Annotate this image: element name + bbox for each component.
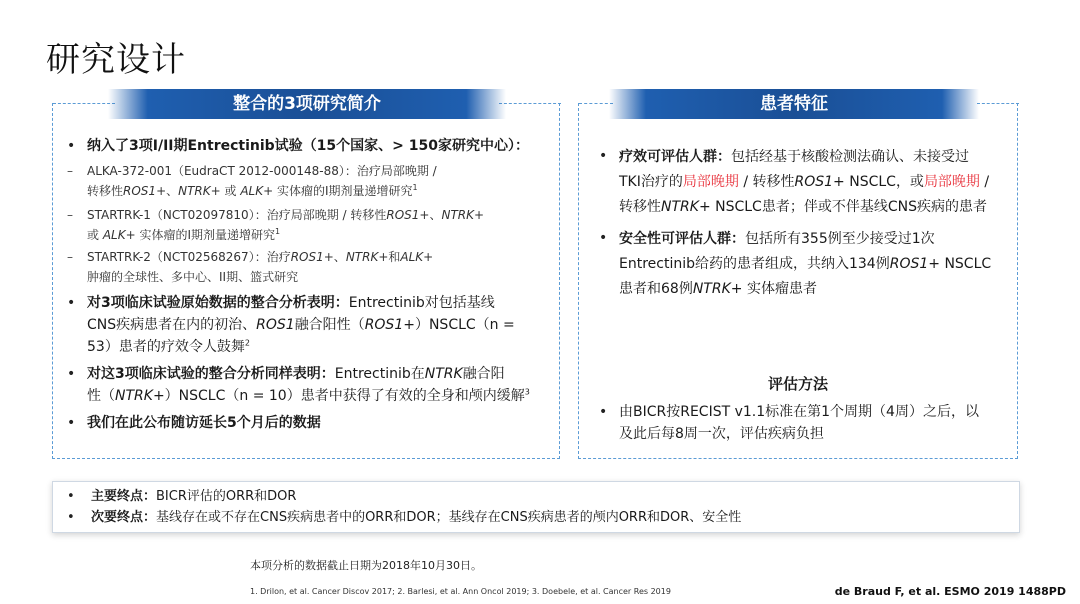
- safety-population-text: + 实体瘤患者: [730, 281, 817, 297]
- efficacy-population-text: + NSCLC，或: [833, 174, 924, 190]
- ros1-term: ROS1: [256, 317, 295, 333]
- ros1-analysis-text: CNS疾病患者在内的初治、: [87, 317, 257, 333]
- trials-included-text: 纳入了3项I/II期Entrectinib试验（15个国家、> 150家研究中心）：: [87, 138, 529, 154]
- ntrk-term: NTRK: [424, 366, 463, 382]
- ros1-term: ROS1: [290, 250, 324, 264]
- references: 1. Drilon, et al. Cancer Discov 2017; 2. Barlesi, et al. Ann Oncol 2019; 3. Doebele, et al. Cancer Res 2019: [250, 587, 671, 596]
- dash-marker: –: [67, 164, 73, 178]
- efficacy-population-text: 转移性: [619, 199, 661, 215]
- bullet-marker: •: [67, 366, 76, 382]
- bullet-marker: •: [67, 489, 75, 504]
- efficacy-population-text: TKI治疗的: [619, 174, 683, 190]
- bullet-ros1-analysis: [67, 292, 557, 358]
- ntrk-term: NTRK: [115, 388, 153, 404]
- patient-characteristics-header: 患者特征: [609, 89, 979, 119]
- ntrk-term: NTRK: [441, 208, 474, 222]
- ntrk-term: NTRK: [345, 250, 379, 264]
- ros1-term: ROS1: [794, 174, 834, 190]
- bullet-followup: [67, 412, 557, 434]
- startrk2-text: +和: [378, 250, 401, 264]
- startrk2-text: STARTRK-2（NCT02568267）：治疗: [87, 250, 291, 264]
- secondary-endpoint-text: 基线存在或不存在CNS疾病患者中的ORR和DOR；基线存在CNS疾病患者的颅内ORR和DOR、安全性: [156, 510, 742, 525]
- bullet-marker: •: [599, 148, 608, 164]
- ros1-analysis-text: 融合阳性（: [294, 317, 365, 333]
- ros1-term: ROS1: [123, 184, 157, 198]
- bullet-safety-population: [599, 227, 1015, 302]
- secondary-endpoint-row: [67, 507, 1005, 528]
- bullet-evaluation-method: [599, 401, 1015, 445]
- efficacy-population-text: 包括经基于核酸检测法确认、未接受过: [731, 149, 969, 165]
- ros1-analysis-text: Entrectinib对包括基线: [348, 295, 495, 311]
- efficacy-population-text: /: [979, 174, 990, 190]
- ros1-term: ROS1: [386, 208, 420, 222]
- primary-endpoint-label: 主要终点：: [91, 489, 157, 504]
- study-overview-header: 整合的3项研究简介: [108, 89, 506, 119]
- safety-population-text: Entrectinib给药的患者组成，共纳入134例: [619, 256, 890, 272]
- ros1-term: ROS1: [889, 256, 929, 272]
- followup-text: 我们在此公布随访延长5个月后的数据: [87, 415, 321, 431]
- startrk2-text: +、: [323, 250, 346, 264]
- primary-endpoint-row: [67, 486, 1005, 507]
- efficacy-population-text: + NSCLC患者；伴或不伴基线CNS疾病的患者: [698, 199, 987, 215]
- bullet-trials-included: [67, 135, 557, 157]
- sub-item-startrk1: [67, 205, 557, 245]
- data-cutoff-note: 本项分析的数据截止日期为2018年10月30日。: [250, 559, 482, 572]
- ntrk-analysis-text: 融合阳: [462, 366, 505, 382]
- ntrk-term: NTRK: [178, 184, 211, 198]
- startrk1-text: 或: [87, 228, 103, 242]
- ntrk-analysis-lead: 对这3项临床试验的整合分析同样表明：: [87, 366, 335, 382]
- startrk1-text: +: [474, 208, 485, 222]
- dash-marker: –: [67, 250, 73, 264]
- ntrk-term: NTRK: [661, 199, 699, 215]
- ntrk-analysis-text: +）NSCLC（n = 10）患者中获得了有效的全身和颅内缓解: [152, 388, 525, 404]
- bullet-marker: •: [67, 138, 76, 154]
- alka-text: +、: [156, 184, 179, 198]
- efficacy-population-lead: 疗效可评估人群：: [619, 149, 731, 165]
- slide-title: 研究设计: [46, 40, 186, 80]
- alka-text: 转移性: [87, 184, 124, 198]
- patient-characteristics-panel: [578, 94, 1018, 459]
- primary-endpoint-text: BICR评估的ORR和DOR: [156, 489, 297, 504]
- startrk2-text: +: [423, 250, 434, 264]
- highlight-locally-advanced: 局部晚期: [682, 174, 739, 190]
- ref-sup: 1: [412, 183, 418, 192]
- startrk2-line2: 肿瘤的全球性、多中心、II期、篮式研究: [87, 270, 299, 284]
- ref-sup: 1: [275, 227, 281, 236]
- safety-population-text: 包括所有355例至少接受过1次: [745, 231, 935, 247]
- ros1-analysis-lead: 对3项临床试验原始数据的整合分析表明：: [87, 295, 349, 311]
- ros1-analysis-text: 53）患者的疗效令人鼓舞: [87, 339, 245, 355]
- bullet-marker: •: [599, 230, 608, 246]
- alk-term: ALK: [400, 250, 424, 264]
- bullet-marker: •: [599, 404, 608, 420]
- ntrk-term: NTRK: [692, 281, 731, 297]
- evaluation-method-text: 及此后每8周一次，评估疾病负担: [619, 426, 824, 442]
- efficacy-population-text: / 转移性: [738, 174, 795, 190]
- alk-term: ALK: [240, 184, 264, 198]
- startrk1-text: +、: [419, 208, 442, 222]
- evaluation-method-title: 评估方法: [767, 375, 828, 393]
- sub-item-alka: [67, 161, 557, 201]
- alka-text: + 或: [210, 184, 241, 198]
- bullet-marker: •: [67, 510, 75, 525]
- startrk1-text: STARTRK-1（NCT02097810）：治疗局部晚期 / 转移性: [87, 208, 387, 222]
- study-overview-panel: [52, 94, 560, 459]
- bullet-ntrk-analysis: [67, 363, 557, 407]
- ros1-analysis-text: +）NSCLC（n =: [403, 317, 515, 333]
- startrk1-text: + 实体瘤的I期剂量递增研究: [125, 228, 276, 242]
- alka-line1: ALKA-372-001（EudraCT 2012-000148-88）：治疗局部晚期 /: [87, 164, 437, 178]
- dash-marker: –: [67, 208, 73, 222]
- sub-item-startrk2: [67, 247, 557, 287]
- ntrk-analysis-text: 性（: [87, 388, 115, 404]
- alka-text: + 实体瘤的I期剂量递增研究: [263, 184, 413, 198]
- evaluation-method-text: 由BICR按RECIST v1.1标准在第1个周期（4周）之后，以: [619, 404, 979, 420]
- endpoints-box: [52, 481, 1020, 533]
- safety-population-text: 患者和68例: [619, 281, 693, 297]
- highlight-locally-advanced: 局部晚期: [923, 174, 980, 190]
- safety-population-lead: 安全性可评估人群：: [619, 231, 745, 247]
- ref-sup: 3: [524, 387, 530, 397]
- ref-sup: 2: [244, 338, 250, 348]
- alk-term: ALK: [102, 228, 126, 242]
- ros1-term: ROS1: [364, 317, 404, 333]
- bullet-efficacy-population: [599, 145, 1015, 220]
- safety-population-text: + NSCLC: [928, 256, 992, 272]
- citation: de Braud F, et al. ESMO 2019 1488PD: [834, 585, 1066, 598]
- secondary-endpoint-label: 次要终点：: [91, 510, 157, 525]
- ntrk-analysis-text: Entrectinib在: [334, 366, 425, 382]
- bullet-marker: •: [67, 295, 76, 311]
- bullet-marker: •: [67, 415, 76, 431]
